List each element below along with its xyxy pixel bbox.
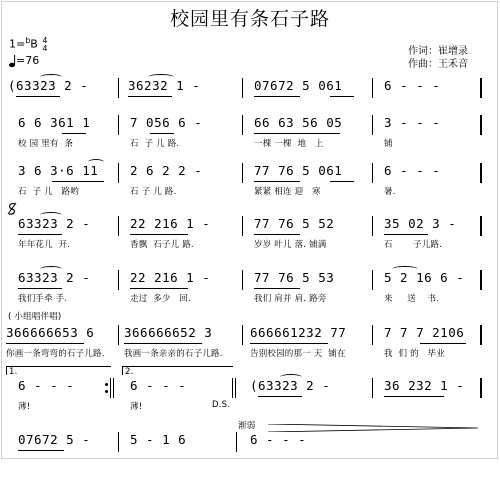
measure: 5 - 1 6 — [130, 432, 187, 447]
measure: 366666652 3 — [124, 325, 213, 340]
barline — [372, 378, 373, 398]
measure: 6 - - - — [18, 378, 75, 393]
time-signature — [42, 37, 47, 53]
measure: 07672 5 - — [18, 432, 91, 447]
lyric-line: 年年花儿 开. — [18, 240, 71, 250]
beam — [258, 396, 302, 397]
key-prefix: 1= — [9, 37, 26, 51]
score-system-3 — [0, 163, 500, 223]
barline — [242, 115, 243, 135]
barline — [118, 432, 119, 452]
beam — [150, 133, 174, 134]
barline — [235, 378, 236, 398]
score-system-4 — [0, 216, 500, 276]
beam — [254, 234, 300, 235]
lyric-line: 石 子 儿 路. — [130, 139, 180, 149]
lyric-line: 你画一条弯弯的石子儿路. — [6, 349, 105, 359]
lyric-line: 我们 肩并 肩. 路旁 — [254, 294, 327, 304]
repeat-dot — [105, 383, 108, 386]
barline — [242, 216, 243, 236]
barline — [113, 378, 114, 398]
measure: 77 76 5 53 — [254, 270, 335, 285]
beam — [330, 181, 354, 182]
lyric-line: 我画一条亲亲的石子儿路. — [124, 349, 223, 359]
beam — [384, 234, 428, 235]
measure: 36232 1 - — [128, 78, 201, 93]
barline — [232, 378, 233, 398]
measure: 7 7 7 2106 — [384, 325, 465, 340]
measure: 66 63 56 05 — [254, 115, 343, 130]
measure: 2 6 2 2 - — [130, 163, 203, 178]
barline — [118, 325, 119, 345]
slur — [148, 74, 174, 80]
barline — [110, 378, 111, 398]
dynamic-marking: 渐弱 — [238, 421, 256, 431]
measure: 22 216 1 - — [130, 270, 211, 285]
slur — [40, 74, 62, 80]
barline — [480, 216, 482, 236]
measure: 6 - - - — [250, 432, 307, 447]
barline — [480, 325, 482, 345]
lyric-line: 校 园 里有 条 — [18, 139, 74, 149]
barline — [372, 115, 373, 135]
measure: 35 02 3 - — [384, 216, 457, 231]
barline — [372, 216, 373, 236]
measure: 63323 2 - — [18, 270, 91, 285]
key-signature — [9, 36, 47, 53]
measure: 63323 2 - — [18, 216, 91, 231]
slur — [40, 212, 62, 218]
lyricist-credit: 作词：崔增录 — [408, 46, 468, 57]
time-top: 4 — [42, 35, 48, 45]
beam — [254, 96, 300, 97]
lyric-line: 暑. — [384, 187, 396, 197]
lyric-line: 石 子儿路. — [384, 240, 443, 250]
measure: 6 6 361 1 — [18, 115, 91, 130]
measure: (63323 2 - — [250, 378, 331, 393]
section-label: ( 小组唱伴唱) — [8, 312, 62, 322]
lyric-line: 石 子 儿 路. — [130, 187, 177, 197]
segno-icon — [6, 202, 18, 216]
lyric-line: 薄! — [130, 402, 143, 412]
beam — [128, 96, 172, 97]
barline — [242, 78, 243, 98]
repeat-dot — [105, 390, 108, 393]
barline — [372, 270, 373, 290]
quarter-note-icon — [9, 55, 16, 68]
measure: 7 056 6 - — [130, 115, 203, 130]
beam — [254, 181, 300, 182]
composer-credit: 作曲：王禾音 — [408, 59, 468, 70]
lyric-line: 我们手牵 手. — [18, 294, 68, 304]
beam — [130, 234, 188, 235]
barline — [480, 270, 482, 290]
beam — [62, 133, 86, 134]
barline — [480, 115, 482, 135]
lyric-line: 走过 多少 回. — [130, 294, 191, 304]
beam — [330, 96, 354, 97]
barline — [242, 325, 243, 345]
lyric-line: 香飘 石子儿 路. — [130, 240, 194, 250]
measure: 07672 5 061 — [254, 78, 343, 93]
lyric-line: 告别校园的那一 天 铺在 — [250, 349, 346, 359]
volta-2-label: 2. — [125, 367, 134, 377]
measure: 3 - - - — [384, 115, 441, 130]
slur — [392, 266, 418, 272]
beam — [420, 343, 466, 344]
barline — [242, 270, 243, 290]
barline — [118, 78, 119, 98]
lyric-line: 岁岁 叶儿 落. 铺满 — [254, 240, 327, 250]
beam — [250, 343, 328, 344]
slur — [40, 266, 62, 272]
slur — [88, 159, 104, 165]
score-system-8 — [0, 421, 500, 492]
time-bottom: 4 — [42, 43, 48, 53]
lyric-line: 薄! — [18, 402, 31, 412]
measure: 77 76 5 061 — [254, 163, 343, 178]
barline — [242, 163, 243, 183]
measure: 6 - - - — [130, 378, 187, 393]
slur — [280, 374, 302, 380]
diminuendo-hairpin-icon — [268, 424, 480, 432]
beam — [16, 96, 60, 97]
beam — [130, 288, 188, 289]
beam — [254, 133, 340, 134]
lyric-line: 石 子 儿 路哟 — [18, 187, 79, 197]
beam — [18, 450, 64, 451]
measure: (63323 2 - — [8, 78, 89, 93]
score-system-6 — [0, 312, 500, 385]
score-system-5 — [0, 270, 500, 330]
measure: 5 2 16 6 - — [384, 270, 465, 285]
key-note: B — [30, 37, 38, 51]
lyric-line: 来 送 书. — [384, 294, 440, 304]
beam — [6, 343, 84, 344]
measure: 36 232 1 - — [384, 378, 465, 393]
barline — [372, 325, 373, 345]
key-flat: b — [25, 36, 31, 45]
barline — [236, 432, 237, 452]
measure: 6 - - - — [384, 78, 441, 93]
barline — [118, 270, 119, 290]
measure: 22 216 1 - — [130, 216, 211, 231]
beam — [18, 234, 62, 235]
beam — [18, 288, 62, 289]
measure: 6 - - - — [384, 163, 441, 178]
beam — [254, 288, 300, 289]
da-segno-mark: D.S. — [212, 400, 231, 410]
song-title: 校园里有条石子路 — [169, 8, 330, 30]
lyric-line: 铺 — [384, 139, 393, 149]
volta-bracket-1 — [6, 366, 111, 375]
barline — [372, 163, 373, 183]
beam — [384, 396, 444, 397]
measure: 366666653 6 — [6, 325, 95, 340]
barline — [118, 163, 119, 183]
tempo-marking — [9, 54, 39, 68]
beam — [124, 343, 202, 344]
measure: 3 6 3·6 11 — [18, 163, 99, 178]
barline — [372, 78, 373, 98]
tempo-value: =76 — [16, 54, 40, 67]
volta-bracket-2 — [122, 366, 233, 375]
measure: 666661232 77 — [250, 325, 347, 340]
barline — [118, 115, 119, 135]
lyric-line: 我 们 的 毕业 — [384, 349, 445, 359]
barline — [480, 163, 482, 183]
lyric-line: 紧紧 相连 迎 寒 — [254, 187, 321, 197]
barline — [118, 216, 119, 236]
beam — [52, 181, 104, 182]
volta-1-label: 1. — [9, 367, 18, 377]
measure: 77 76 5 52 — [254, 216, 335, 231]
lyric-line: 一棵 一棵 地 上 — [254, 139, 324, 149]
barline — [480, 378, 482, 398]
barline — [480, 78, 482, 98]
